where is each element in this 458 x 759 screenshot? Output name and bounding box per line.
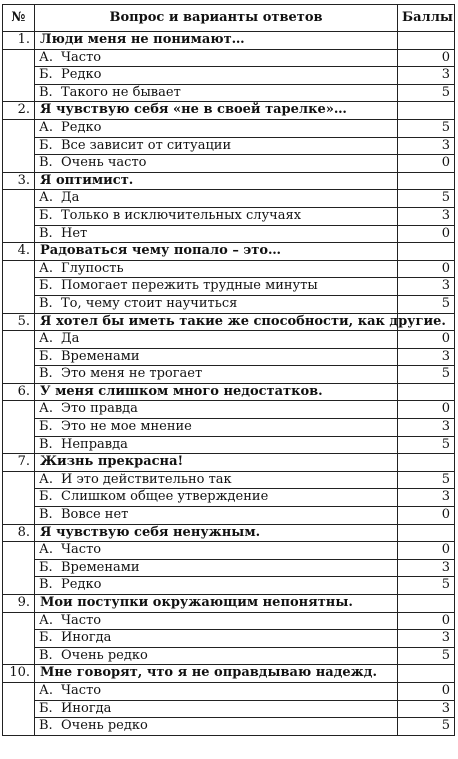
answer-text: Временами: [61, 559, 140, 575]
answer-letter: В.: [39, 718, 53, 734]
number-cell-empty: [3, 278, 35, 296]
number-cell-empty: [3, 489, 35, 507]
answer-option: [35, 260, 398, 278]
answer-letter: А.: [39, 260, 53, 276]
question-row: [3, 383, 455, 401]
answer-score: 5: [398, 119, 455, 137]
answer-option: [35, 348, 398, 366]
number-cell-empty: [3, 49, 35, 67]
question-row: [3, 313, 455, 331]
answer-row: [3, 630, 455, 648]
answer-score: 5: [398, 84, 455, 102]
answer-score: 5: [398, 647, 455, 665]
question-number: 9.: [3, 595, 35, 613]
answer-row: [3, 542, 455, 560]
answer-letter: А.: [39, 190, 53, 206]
question-text: Люди меня не понимают…: [35, 32, 398, 50]
number-cell-empty: [3, 84, 35, 102]
answer-letter: Б.: [39, 489, 53, 505]
answer-row: [3, 119, 455, 137]
answer-option: [35, 436, 398, 454]
answer-text: Редко: [61, 67, 102, 83]
answer-option: [35, 419, 398, 437]
answer-row: [3, 137, 455, 155]
question-text: Мои поступки окружающим непонятны.: [35, 595, 398, 613]
answer-letter: А.: [39, 119, 53, 135]
answer-row: [3, 331, 455, 349]
answer-score: 0: [398, 225, 455, 243]
answer-text: Вовсе нет: [61, 507, 129, 523]
answer-text: Нет: [61, 225, 88, 241]
answer-row: [3, 155, 455, 173]
answer-letter: А.: [39, 49, 53, 65]
answer-text: Это правда: [61, 401, 138, 417]
answer-text: Очень редко: [61, 647, 148, 663]
answer-letter: Б.: [39, 700, 53, 716]
question-score-cell: [398, 524, 455, 542]
answer-option: [35, 49, 398, 67]
number-cell-empty: [3, 471, 35, 489]
answer-text: Да: [61, 190, 80, 206]
answer-row: [3, 577, 455, 595]
answer-score: 3: [398, 207, 455, 225]
questionnaire-table: [2, 4, 455, 736]
answer-row: [3, 419, 455, 437]
answer-letter: Б.: [39, 207, 53, 223]
answer-letter: В.: [39, 507, 53, 523]
answer-row: [3, 84, 455, 102]
number-cell-empty: [3, 295, 35, 313]
answer-text: Очень часто: [61, 155, 147, 171]
answer-score: 5: [398, 471, 455, 489]
answer-text: Слишком общее утверждение: [61, 489, 269, 505]
number-cell-empty: [3, 225, 35, 243]
answer-row: [3, 67, 455, 85]
number-cell-empty: [3, 647, 35, 665]
question-row: [3, 102, 455, 120]
answer-letter: В.: [39, 366, 53, 382]
answer-score: 0: [398, 260, 455, 278]
answer-row: [3, 489, 455, 507]
answer-score: 3: [398, 559, 455, 577]
question-score-cell: [398, 595, 455, 613]
answer-text: Неправда: [61, 436, 128, 452]
answer-row: [3, 295, 455, 313]
answer-letter: В.: [39, 577, 53, 593]
answer-score: 0: [398, 331, 455, 349]
question-number: 4.: [3, 243, 35, 261]
question-number: 7.: [3, 454, 35, 472]
answer-score: 3: [398, 137, 455, 155]
answer-option: [35, 542, 398, 560]
answer-text: Только в исключительных случаях: [61, 207, 302, 223]
question-row: [3, 454, 455, 472]
table-body: [3, 32, 455, 736]
question-number: 2.: [3, 102, 35, 120]
answer-option: [35, 401, 398, 419]
number-cell-empty: [3, 559, 35, 577]
question-score-cell: [398, 665, 455, 683]
question-text: Я чувствую себя ненужным.: [35, 524, 398, 542]
question-text: У меня слишком много недостатков.: [35, 383, 398, 401]
answer-row: [3, 260, 455, 278]
number-cell-empty: [3, 612, 35, 630]
question-number: 10.: [3, 665, 35, 683]
answer-text: Иногда: [61, 700, 112, 716]
number-cell-empty: [3, 700, 35, 718]
answer-letter: Б.: [39, 348, 53, 364]
number-cell-empty: [3, 190, 35, 208]
answer-text: Часто: [61, 682, 102, 698]
answer-score: 5: [398, 577, 455, 595]
question-score-cell: [398, 454, 455, 472]
question-number: 3.: [3, 172, 35, 190]
answer-score: 3: [398, 700, 455, 718]
answer-score: 3: [398, 489, 455, 507]
answer-score: 5: [398, 436, 455, 454]
number-cell-empty: [3, 682, 35, 700]
number-cell-empty: [3, 577, 35, 595]
answer-row: [3, 49, 455, 67]
answer-row: [3, 471, 455, 489]
answer-row: [3, 401, 455, 419]
answer-option: [35, 471, 398, 489]
answer-row: [3, 348, 455, 366]
answer-letter: В.: [39, 225, 53, 241]
answer-score: 0: [398, 155, 455, 173]
answer-row: [3, 682, 455, 700]
number-cell-empty: [3, 630, 35, 648]
answer-letter: В.: [39, 84, 53, 100]
answer-text: Часто: [61, 542, 102, 558]
number-cell-empty: [3, 119, 35, 137]
answer-letter: В.: [39, 295, 53, 311]
answer-row: [3, 225, 455, 243]
question-text: Я оптимист.: [35, 172, 398, 190]
question-number: 8.: [3, 524, 35, 542]
question-text: Жизнь прекрасна!: [35, 454, 398, 472]
answer-score: 5: [398, 366, 455, 384]
question-row: [3, 665, 455, 683]
answer-letter: А.: [39, 542, 53, 558]
answer-letter: В.: [39, 647, 53, 663]
answer-letter: А.: [39, 331, 53, 347]
number-cell-empty: [3, 436, 35, 454]
number-cell-empty: [3, 260, 35, 278]
answer-option: [35, 577, 398, 595]
number-cell-empty: [3, 507, 35, 525]
answer-letter: А.: [39, 471, 53, 487]
number-cell-empty: [3, 401, 35, 419]
answer-text: Временами: [61, 348, 140, 364]
answer-score: 3: [398, 348, 455, 366]
answer-score: 5: [398, 718, 455, 736]
number-cell-empty: [3, 348, 35, 366]
question-score-cell: [398, 102, 455, 120]
answer-score: 0: [398, 682, 455, 700]
answer-score: 3: [398, 419, 455, 437]
answer-option: [35, 67, 398, 85]
answer-row: [3, 612, 455, 630]
answer-text: Такого не бывает: [61, 84, 181, 100]
answer-letter: Б.: [39, 419, 53, 435]
answer-text: Да: [61, 331, 80, 347]
answer-score: 0: [398, 49, 455, 67]
question-row: [3, 243, 455, 261]
question-row: [3, 595, 455, 613]
number-cell-empty: [3, 366, 35, 384]
table-header-row: [3, 5, 455, 32]
answer-row: [3, 436, 455, 454]
answer-text: Все зависит от ситуации: [61, 137, 232, 153]
answer-text: Помогает пережить трудные минуты: [61, 278, 318, 294]
answer-option: [35, 207, 398, 225]
answer-option: [35, 630, 398, 648]
answer-text: И это действительно так: [61, 471, 232, 487]
header-score: Баллы: [398, 5, 455, 32]
answer-letter: Б.: [39, 67, 53, 83]
answer-option: [35, 155, 398, 173]
answer-score: 0: [398, 401, 455, 419]
number-cell-empty: [3, 331, 35, 349]
answer-score: 5: [398, 190, 455, 208]
header-question: Вопрос и варианты ответов: [35, 5, 398, 32]
number-cell-empty: [3, 419, 35, 437]
answer-text: То, чему стоит научиться: [61, 295, 238, 311]
answer-option: [35, 331, 398, 349]
answer-text: Редко: [61, 577, 102, 593]
answer-score: 0: [398, 542, 455, 560]
question-text: Радоваться чему попало – это…: [35, 243, 398, 261]
answer-option: [35, 489, 398, 507]
answer-letter: Б.: [39, 630, 53, 646]
answer-row: [3, 190, 455, 208]
answer-option: [35, 225, 398, 243]
question-row: [3, 172, 455, 190]
answer-letter: Б.: [39, 137, 53, 153]
answer-letter: Б.: [39, 278, 53, 294]
answer-row: [3, 278, 455, 296]
answer-row: [3, 718, 455, 736]
answer-letter: А.: [39, 682, 53, 698]
question-score-cell: [398, 243, 455, 261]
answer-letter: А.: [39, 401, 53, 417]
answer-row: [3, 507, 455, 525]
answer-text: Иногда: [61, 630, 112, 646]
answer-row: [3, 366, 455, 384]
answer-letter: В.: [39, 155, 53, 171]
answer-text: Глупость: [61, 260, 124, 276]
answer-score: 3: [398, 630, 455, 648]
question-score-cell: [398, 383, 455, 401]
answer-score: 0: [398, 612, 455, 630]
answer-option: [35, 84, 398, 102]
answer-text: Редко: [61, 119, 102, 135]
answer-option: [35, 718, 398, 736]
answer-text: Часто: [61, 49, 102, 65]
question-row: [3, 32, 455, 50]
answer-score: 3: [398, 67, 455, 85]
number-cell-empty: [3, 718, 35, 736]
answer-option: [35, 700, 398, 718]
answer-score: 0: [398, 507, 455, 525]
answer-option: [35, 119, 398, 137]
answer-text: Это не мое мнение: [61, 419, 192, 435]
answer-option: [35, 612, 398, 630]
question-row: [3, 524, 455, 542]
answer-score: 3: [398, 278, 455, 296]
answer-letter: Б.: [39, 559, 53, 575]
answer-option: [35, 682, 398, 700]
answer-option: [35, 647, 398, 665]
answer-option: [35, 295, 398, 313]
answer-row: [3, 559, 455, 577]
answer-text: Это меня не трогает: [61, 366, 203, 382]
answer-option: [35, 366, 398, 384]
number-cell-empty: [3, 207, 35, 225]
question-number: 5.: [3, 313, 35, 331]
answer-score: 5: [398, 295, 455, 313]
number-cell-empty: [3, 542, 35, 560]
answer-text: Часто: [61, 612, 102, 628]
question-score-cell: [398, 172, 455, 190]
question-score-cell: [398, 32, 455, 50]
question-text: Мне говорят, что я не оправдываю надежд.: [35, 665, 398, 683]
answer-row: [3, 700, 455, 718]
answer-text: Очень редко: [61, 718, 148, 734]
number-cell-empty: [3, 155, 35, 173]
number-cell-empty: [3, 67, 35, 85]
question-number: 1.: [3, 32, 35, 50]
answer-option: [35, 278, 398, 296]
answer-option: [35, 559, 398, 577]
answer-letter: В.: [39, 436, 53, 452]
question-number: 6.: [3, 383, 35, 401]
answer-option: [35, 137, 398, 155]
question-text: Я чувствую себя «не в своей тарелке»…: [35, 102, 398, 120]
number-cell-empty: [3, 137, 35, 155]
answer-row: [3, 207, 455, 225]
header-number: №: [3, 5, 35, 32]
answer-row: [3, 647, 455, 665]
answer-option: [35, 507, 398, 525]
question-text: Я хотел бы иметь такие же способности, как другие.: [35, 313, 398, 331]
answer-letter: А.: [39, 612, 53, 628]
answer-option: [35, 190, 398, 208]
